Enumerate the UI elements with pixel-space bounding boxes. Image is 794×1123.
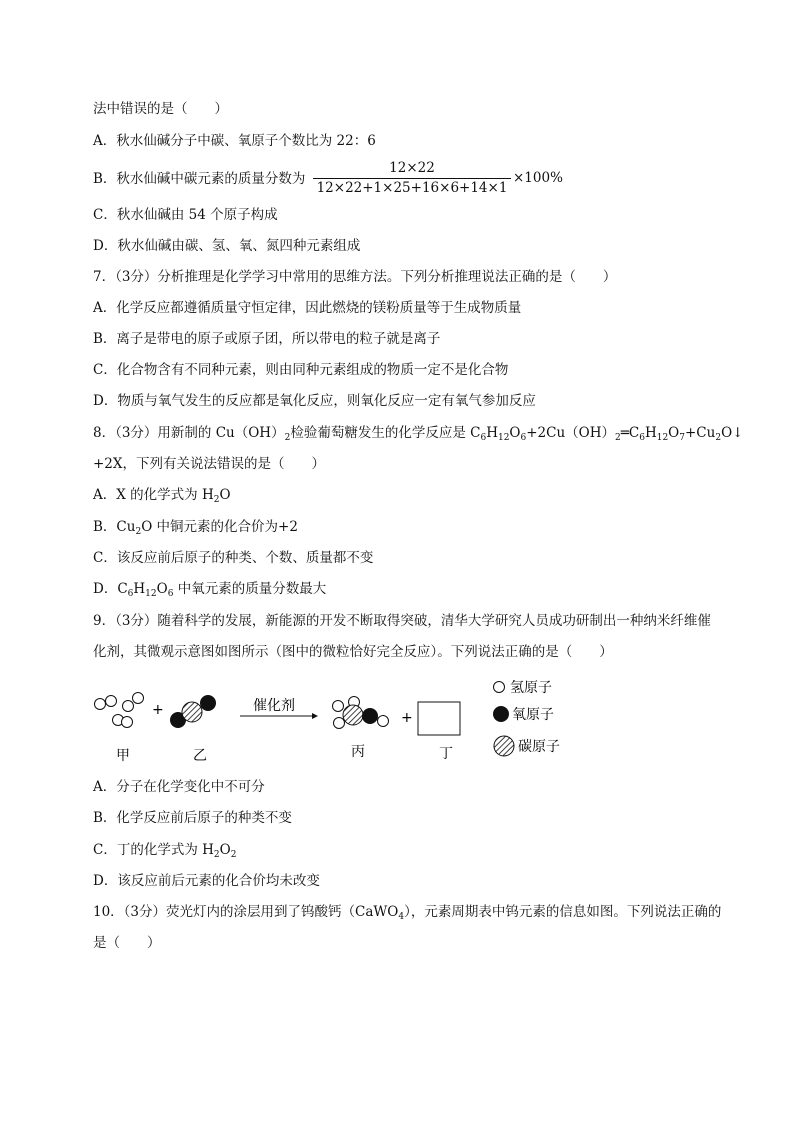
q8-option-a: A．X 的化学式为 $H_2O$ bbox=[93, 487, 231, 505]
q7-option-d: D．物质与氧气发生的反应都是氧化反应，则氧化反应一定有氧气参加反应 bbox=[93, 393, 536, 409]
hydrogen-atom bbox=[95, 699, 106, 710]
q9-option-d: D．该反应前后元素的化合价均未改变 bbox=[93, 873, 320, 889]
catalyst-label: 催化剂 bbox=[253, 698, 295, 714]
hydrogen-atom bbox=[133, 693, 144, 704]
unknown-product-box bbox=[418, 702, 460, 735]
plus-sign: + bbox=[152, 702, 164, 718]
q9-option-c: C．丁的化学式为 $H_2O_2$ bbox=[93, 842, 237, 860]
legend-oxygen-icon bbox=[493, 706, 509, 722]
hydrogen-atom bbox=[333, 701, 344, 712]
label-ding: 丁 bbox=[439, 746, 453, 762]
carbon-atom bbox=[343, 705, 363, 725]
q7-stem: 7．（3分）分析推理是化学学习中常用的思维方法。下列分析推理说法正确的是（ ） bbox=[93, 269, 617, 285]
label-jia: 甲 bbox=[116, 748, 130, 764]
fraction-denominator: 12×22+1×25+16×6+14×1 bbox=[316, 180, 508, 196]
hydrogen-atom bbox=[106, 696, 117, 707]
legend-hydrogen-icon bbox=[494, 682, 505, 693]
hydrogen-atom bbox=[123, 701, 134, 712]
q6-option-b-suffix: ×100% bbox=[513, 170, 563, 186]
q9-stem-line1: 9．（3分）随着科学的发展，新能源的开发不断取得突破，清华大学研究人员成功研制出一种纳米纤维催 bbox=[93, 613, 711, 629]
q7-option-b: B．离子是带电的原子或原子团，所以带电的粒子就是离子 bbox=[93, 331, 441, 347]
legend bbox=[493, 680, 560, 756]
q10-stem-line1: 10．（3分）荧光灯内的涂层用到了钨酸钙（CaWO$_4$），元素周期表中钨元素的信息如图。下列说法正确的 bbox=[93, 904, 722, 922]
legend-hydrogen-label: 氢原子 bbox=[510, 680, 552, 696]
q6-option-b-prefix: B．秋水仙碱中碳元素的质量分数为 bbox=[93, 171, 306, 187]
q6-stem-tail: 法中错误的是（ ） bbox=[93, 101, 228, 117]
plus-sign: + bbox=[401, 710, 413, 726]
q7-option-c: C．化合物含有不同种元素，则由同种元素组成的物质一定不是化合物 bbox=[93, 362, 509, 378]
q8-stem: 8．（3分）用新制的 $Cu(OH)_2$检验葡萄糖发生的化学反应是 $C_6H_{12}O_6+2Cu(OH)_2═C_6H_{12}O_7+Cu_2O↓$ bbox=[93, 425, 744, 443]
hydrogen-atom bbox=[122, 717, 133, 728]
q6-option-d: D．秋水仙碱由碳、氢、氧、氮四种元素组成 bbox=[93, 238, 361, 254]
carbon-atom bbox=[182, 702, 202, 722]
q10-stem-line2: 是（ ） bbox=[93, 935, 161, 951]
legend-oxygen-label: 氧原子 bbox=[512, 707, 554, 723]
hydrogen-atom bbox=[378, 716, 389, 727]
oxygen-atom bbox=[200, 695, 216, 711]
q9-option-a: A．分子在化学变化中不可分 bbox=[93, 779, 265, 795]
label-yi: 乙 bbox=[193, 748, 207, 764]
legend-carbon-icon bbox=[494, 736, 514, 756]
oxygen-atom bbox=[362, 708, 378, 724]
q8-stem-line2: +2X，下列有关说法错误的是（ ） bbox=[93, 456, 326, 472]
q8-option-c: C．该反应前后原子的种类、个数、质量都不变 bbox=[93, 550, 374, 566]
reaction-diagram bbox=[90, 676, 590, 768]
reactant-yi-co2-molecule bbox=[170, 695, 216, 728]
q8-option-d: D．$C_6H_{12}O_6$ 中氧元素的质量分数最大 bbox=[93, 581, 327, 599]
reaction-svg bbox=[90, 676, 590, 768]
q8-option-b: B．$Cu_2O$ 中铜元素的化合价为+2 bbox=[93, 519, 298, 537]
q7-option-a: A．化学反应都遵循质量守恒定律，因此燃烧的镁粉质量等于生成物质量 bbox=[93, 300, 522, 316]
q6-option-a: A．秋水仙碱分子中碳、氧原子个数比为 22：6 bbox=[93, 133, 376, 149]
hydrogen-atom bbox=[334, 718, 345, 729]
product-bing-molecule bbox=[333, 697, 389, 729]
mass-fraction bbox=[313, 160, 511, 196]
fraction-numerator: 12×22 bbox=[389, 160, 435, 176]
q9-stem-line2: 化剂，其微观示意图如图所示（图中的微粒恰好完全反应）。下列说法正确的是（ ） bbox=[93, 644, 613, 660]
reactant-jia-hydrogen-molecules bbox=[95, 693, 144, 728]
q6-option-c: C．秋水仙碱由 54 个原子构成 bbox=[93, 207, 278, 223]
label-bing: 丙 bbox=[351, 744, 365, 760]
q9-option-b: B．化学反应前后原子的种类不变 bbox=[93, 810, 292, 826]
legend-carbon-label: 碳原子 bbox=[518, 739, 560, 755]
q6-option-b bbox=[93, 170, 305, 188]
reaction-arrow-head bbox=[312, 713, 318, 719]
